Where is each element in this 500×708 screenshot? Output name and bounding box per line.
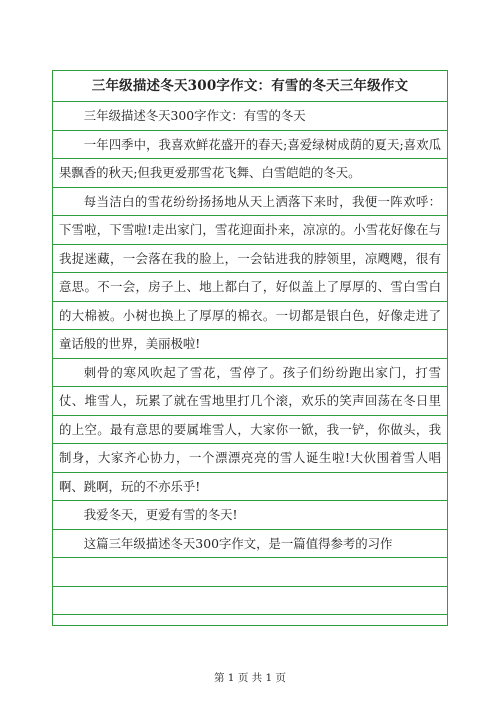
paragraph-3: 刺骨的寒风吹起了雪花，雪停了。孩子们纷纷跑出家门，打雪仗、堆雪人，玩累了就在雪地里打几个滚，欢乐的笑声回荡在冬日里的上空。最有意思的要属堆雪人，大家你一锨，我一铲，你做头，我制身，大家齐心协力，一个漂漂亮亮的雪人诞生啦!大伙围着雪人唱啊、跳啊，玩的不亦乐乎! bbox=[59, 364, 441, 494]
essay-text bbox=[53, 102, 447, 558]
subtitle-paragraph: 三年级描述冬天300字作文：有雪的冬天 bbox=[83, 108, 306, 123]
paragraph-2: 每当洁白的雪花纷纷扬扬地从天上洒落下来时，我便一阵欢呼：下雪啦，下雪啦!走出家门，雪花迎面扑来，凉凉的。小雪花好像在与我捉迷藏，一会落在我的脸上，一会钻进我的脖领里，凉飕飕，很有意思。不一会，房子上、地上都白了，好似盖上了厚厚的、雪白雪白的大棉被。小树也换上了厚厚的棉衣。一切都是银白色，好像走进了童话般的世界，美丽极啦! bbox=[59, 193, 441, 351]
page-footer: 第 1 页 共 1 页 bbox=[213, 672, 287, 684]
paragraph-5: 这篇三年级描述冬天300字作文，是一篇值得参考的习作 bbox=[83, 535, 393, 551]
paragraph-4: 我爱冬天，更爱有雪的冬天! bbox=[83, 507, 238, 522]
essay-body bbox=[53, 102, 447, 558]
paragraph-1: 一年四季中，我喜欢鲜花盛开的春天;喜爱绿树成荫的夏天;喜欢瓜果飘香的秋天;但我更爱那雪花飞舞、白雪皑皑的冬天。 bbox=[59, 136, 441, 180]
ruled-sheet bbox=[52, 70, 448, 626]
document-title: 三年级描述冬天300字作文：有雪的冬天三年级作文 bbox=[53, 71, 447, 102]
